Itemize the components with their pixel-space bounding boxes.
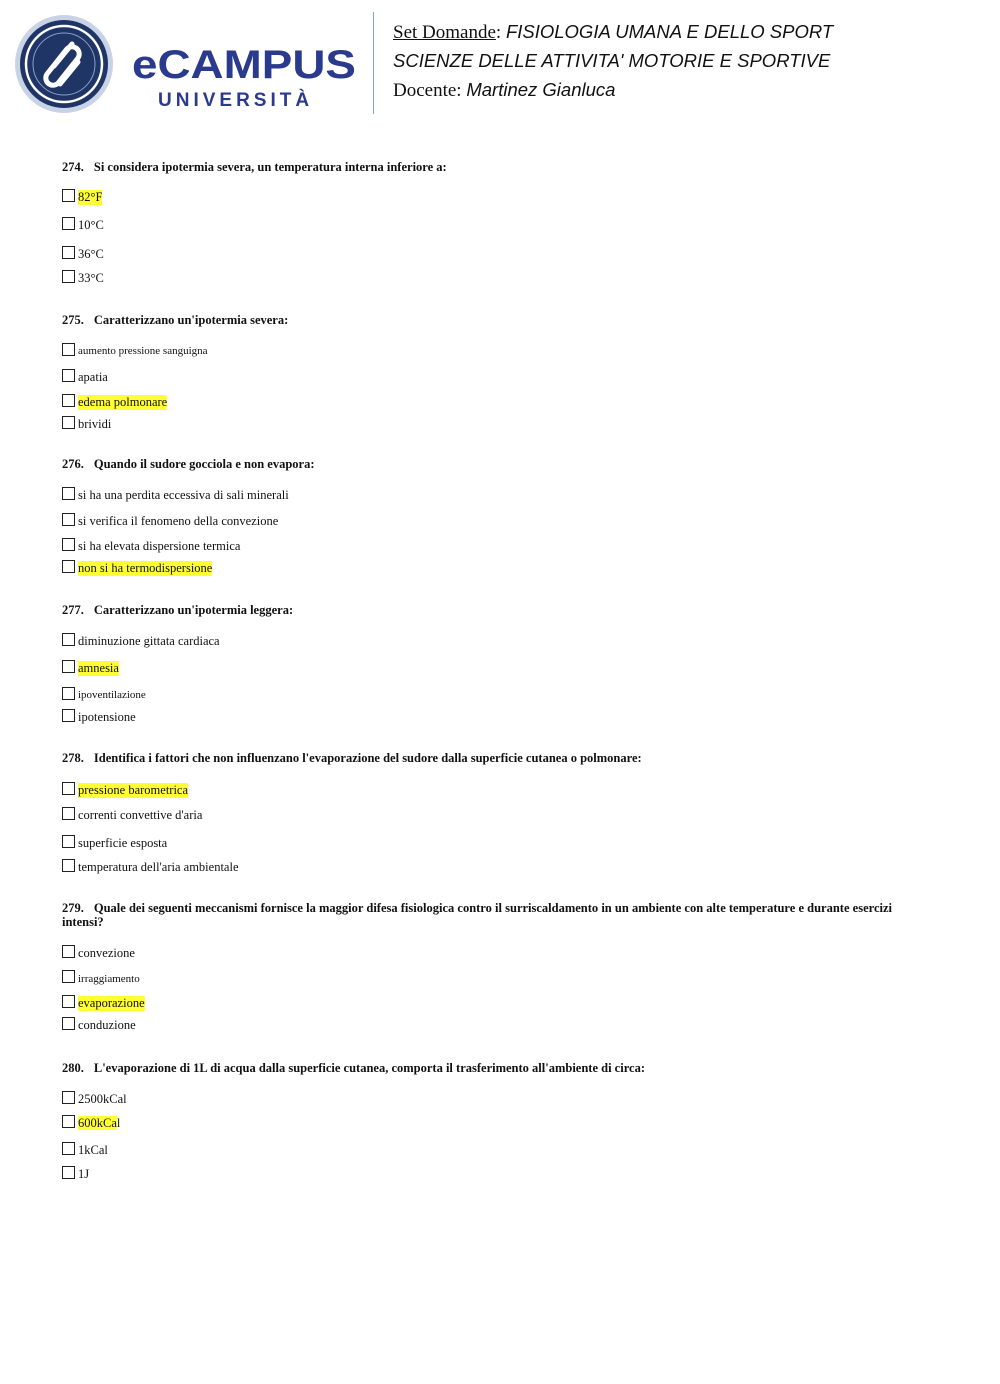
option-item[interactable] bbox=[62, 240, 892, 268]
option-item[interactable] bbox=[62, 1087, 892, 1111]
set-label: Set Domande bbox=[393, 22, 496, 43]
option-label: si verifica il fenomeno della convezione bbox=[78, 513, 279, 528]
option-label: aumento pressione sanguigna bbox=[78, 345, 208, 357]
option-item[interactable] bbox=[62, 708, 892, 726]
option-item[interactable] bbox=[62, 858, 892, 876]
option-item[interactable] bbox=[62, 338, 892, 364]
question-275 bbox=[62, 313, 892, 433]
checkbox[interactable] bbox=[62, 394, 75, 407]
option-label: irraggiamento bbox=[78, 972, 140, 985]
checkbox[interactable] bbox=[62, 538, 75, 551]
option-label: 82°F bbox=[78, 189, 103, 204]
ecampus-seal-icon bbox=[14, 14, 114, 114]
option-item[interactable] bbox=[62, 1135, 892, 1165]
checkbox[interactable] bbox=[62, 995, 75, 1008]
question-text: Quale dei seguenti meccanismi fornisce la maggior difesa fisiologica contro il surriscaldamento in un ambiente con alte temperature e durante esercizi intensi? bbox=[62, 901, 892, 929]
option-label: brividi bbox=[78, 416, 112, 431]
checkbox[interactable] bbox=[62, 1091, 75, 1104]
option-label: temperatura dell'aria ambientale bbox=[78, 859, 239, 874]
checkbox[interactable] bbox=[62, 633, 75, 646]
option-list bbox=[62, 777, 892, 876]
checkbox[interactable] bbox=[62, 369, 75, 382]
option-label: edema polmonare bbox=[78, 395, 168, 409]
option-label: apatia bbox=[78, 369, 108, 384]
option-item[interactable] bbox=[62, 803, 892, 828]
option-highlighted-part: 600kCa bbox=[78, 1115, 117, 1130]
option-label: 33°C bbox=[78, 270, 104, 285]
checkbox[interactable] bbox=[62, 270, 75, 283]
question-title bbox=[62, 160, 892, 174]
checkbox[interactable] bbox=[62, 217, 75, 230]
docente-label: Docente: bbox=[393, 80, 462, 101]
question-number: 279. bbox=[62, 901, 84, 915]
option-item[interactable] bbox=[62, 559, 892, 577]
checkbox[interactable] bbox=[62, 246, 75, 259]
option-label: 2500kCal bbox=[78, 1091, 127, 1106]
option-label: ipoventilazione bbox=[78, 689, 146, 701]
checkbox[interactable] bbox=[62, 687, 75, 700]
logo-subtitle: UNIVERSITÀ bbox=[158, 90, 314, 111]
question-number: 276. bbox=[62, 457, 84, 471]
option-item[interactable] bbox=[62, 534, 892, 559]
question-title bbox=[62, 457, 892, 471]
option-label: si ha elevata dispersione termica bbox=[78, 539, 241, 553]
option-label: diminuzione gittata cardiaca bbox=[78, 634, 220, 648]
header-divider bbox=[373, 12, 374, 114]
option-item[interactable] bbox=[62, 415, 892, 433]
option-item[interactable] bbox=[62, 1165, 892, 1183]
option-label: non si ha termodispersione bbox=[78, 560, 213, 575]
question-list bbox=[62, 160, 892, 1183]
checkbox[interactable] bbox=[62, 782, 75, 795]
docente-name: Martinez Gianluca bbox=[466, 79, 616, 100]
option-label: si ha una perdita eccessiva di sali minerali bbox=[78, 487, 289, 502]
checkbox[interactable] bbox=[62, 1142, 75, 1155]
question-title bbox=[62, 901, 892, 929]
set-line: Set Domande: FISIOLOGIA UMANA E DELLO SPORT bbox=[393, 21, 834, 43]
checkbox[interactable] bbox=[62, 487, 75, 500]
checkbox[interactable] bbox=[62, 835, 75, 848]
question-title bbox=[62, 751, 892, 765]
option-item[interactable] bbox=[62, 628, 892, 655]
question-text: L'evaporazione di 1L di acqua dalla superficie cutanea, comporta il trasferimento all'ambiente di circa: bbox=[93, 1061, 645, 1075]
option-item[interactable] bbox=[62, 1111, 892, 1135]
checkbox[interactable] bbox=[62, 416, 75, 429]
option-list bbox=[62, 628, 892, 726]
option-list bbox=[62, 183, 892, 288]
option-label: pressione barometrica bbox=[78, 782, 189, 797]
option-item[interactable] bbox=[62, 390, 892, 415]
course-line2: SCIENZE DELLE ATTIVITA' MOTORIE E SPORTIVE bbox=[393, 50, 831, 71]
option-label: correnti convettive d'aria bbox=[78, 808, 203, 822]
checkbox[interactable] bbox=[62, 343, 75, 356]
question-number: 277. bbox=[62, 603, 84, 617]
option-item[interactable] bbox=[62, 1016, 892, 1034]
option-label: superficie esposta bbox=[78, 835, 168, 850]
question-number: 280. bbox=[62, 1061, 84, 1075]
checkbox[interactable] bbox=[62, 709, 75, 722]
checkbox[interactable] bbox=[62, 1166, 75, 1179]
option-item[interactable] bbox=[62, 655, 892, 682]
option-item[interactable] bbox=[62, 482, 892, 508]
option-list bbox=[62, 941, 892, 1034]
checkbox[interactable] bbox=[62, 859, 75, 872]
checkbox[interactable] bbox=[62, 945, 75, 958]
question-text: Identifica i fattori che non influenzano l'evaporazione del sudore dalla superficie cutanea o polmonare: bbox=[93, 751, 642, 765]
docente-line bbox=[393, 76, 833, 105]
option-item[interactable] bbox=[62, 508, 892, 534]
option-item[interactable] bbox=[62, 966, 892, 991]
question-276 bbox=[62, 457, 892, 577]
option-item[interactable] bbox=[62, 183, 892, 211]
option-label: 600kCal bbox=[78, 1115, 121, 1130]
checkbox[interactable] bbox=[62, 1115, 75, 1128]
option-label: conduzione bbox=[78, 1017, 136, 1032]
question-277 bbox=[62, 603, 892, 726]
option-item[interactable] bbox=[62, 268, 892, 288]
option-item[interactable] bbox=[62, 211, 892, 240]
question-number: 274. bbox=[62, 160, 84, 174]
question-title bbox=[62, 313, 892, 327]
option-list bbox=[62, 1087, 892, 1183]
question-title bbox=[62, 1061, 892, 1075]
logo-brand: eCAMPUS bbox=[132, 43, 356, 87]
option-list bbox=[62, 482, 892, 577]
question-number: 278. bbox=[62, 751, 84, 765]
checkbox[interactable] bbox=[62, 807, 75, 820]
option-item[interactable] bbox=[62, 682, 892, 708]
checkbox[interactable] bbox=[62, 1017, 75, 1030]
option-item[interactable] bbox=[62, 991, 892, 1016]
checkbox[interactable] bbox=[62, 970, 75, 983]
question-text: Quando il sudore gocciola e non evapora: bbox=[93, 457, 315, 471]
option-label: ipotensione bbox=[78, 709, 136, 724]
option-label: convezione bbox=[78, 946, 135, 960]
option-label: 36°C bbox=[78, 246, 104, 261]
option-label: 1J bbox=[78, 1166, 90, 1181]
header-text bbox=[393, 18, 833, 105]
question-text: Caratterizzano un'ipotermia severa: bbox=[93, 313, 289, 327]
option-label: evaporazione bbox=[78, 996, 145, 1010]
option-list bbox=[62, 338, 892, 433]
checkbox[interactable] bbox=[62, 513, 75, 526]
question-number: 275. bbox=[62, 313, 84, 327]
course-line2-row bbox=[393, 47, 833, 76]
question-278 bbox=[62, 751, 892, 876]
option-label: 1kCal bbox=[78, 1142, 108, 1157]
question-274 bbox=[62, 160, 892, 288]
question-280 bbox=[62, 1061, 892, 1183]
question-title bbox=[62, 603, 892, 617]
option-item[interactable] bbox=[62, 364, 892, 390]
question-text: Si considera ipotermia severa, un temperatura interna inferiore a: bbox=[93, 160, 447, 174]
course-line1: FISIOLOGIA UMANA E DELLO SPORT bbox=[505, 21, 834, 42]
checkbox[interactable] bbox=[62, 189, 75, 202]
option-item[interactable] bbox=[62, 828, 892, 858]
ecampus-logo bbox=[132, 40, 358, 112]
checkbox[interactable] bbox=[62, 560, 75, 573]
option-item[interactable] bbox=[62, 777, 892, 803]
question-text: Caratterizzano un'ipotermia leggera: bbox=[93, 603, 294, 617]
checkbox[interactable] bbox=[62, 660, 75, 673]
page-header bbox=[0, 0, 1000, 130]
question-279 bbox=[62, 901, 892, 1034]
option-label: 10°C bbox=[78, 218, 104, 232]
option-item[interactable] bbox=[62, 941, 892, 966]
option-label: amnesia bbox=[78, 661, 119, 675]
